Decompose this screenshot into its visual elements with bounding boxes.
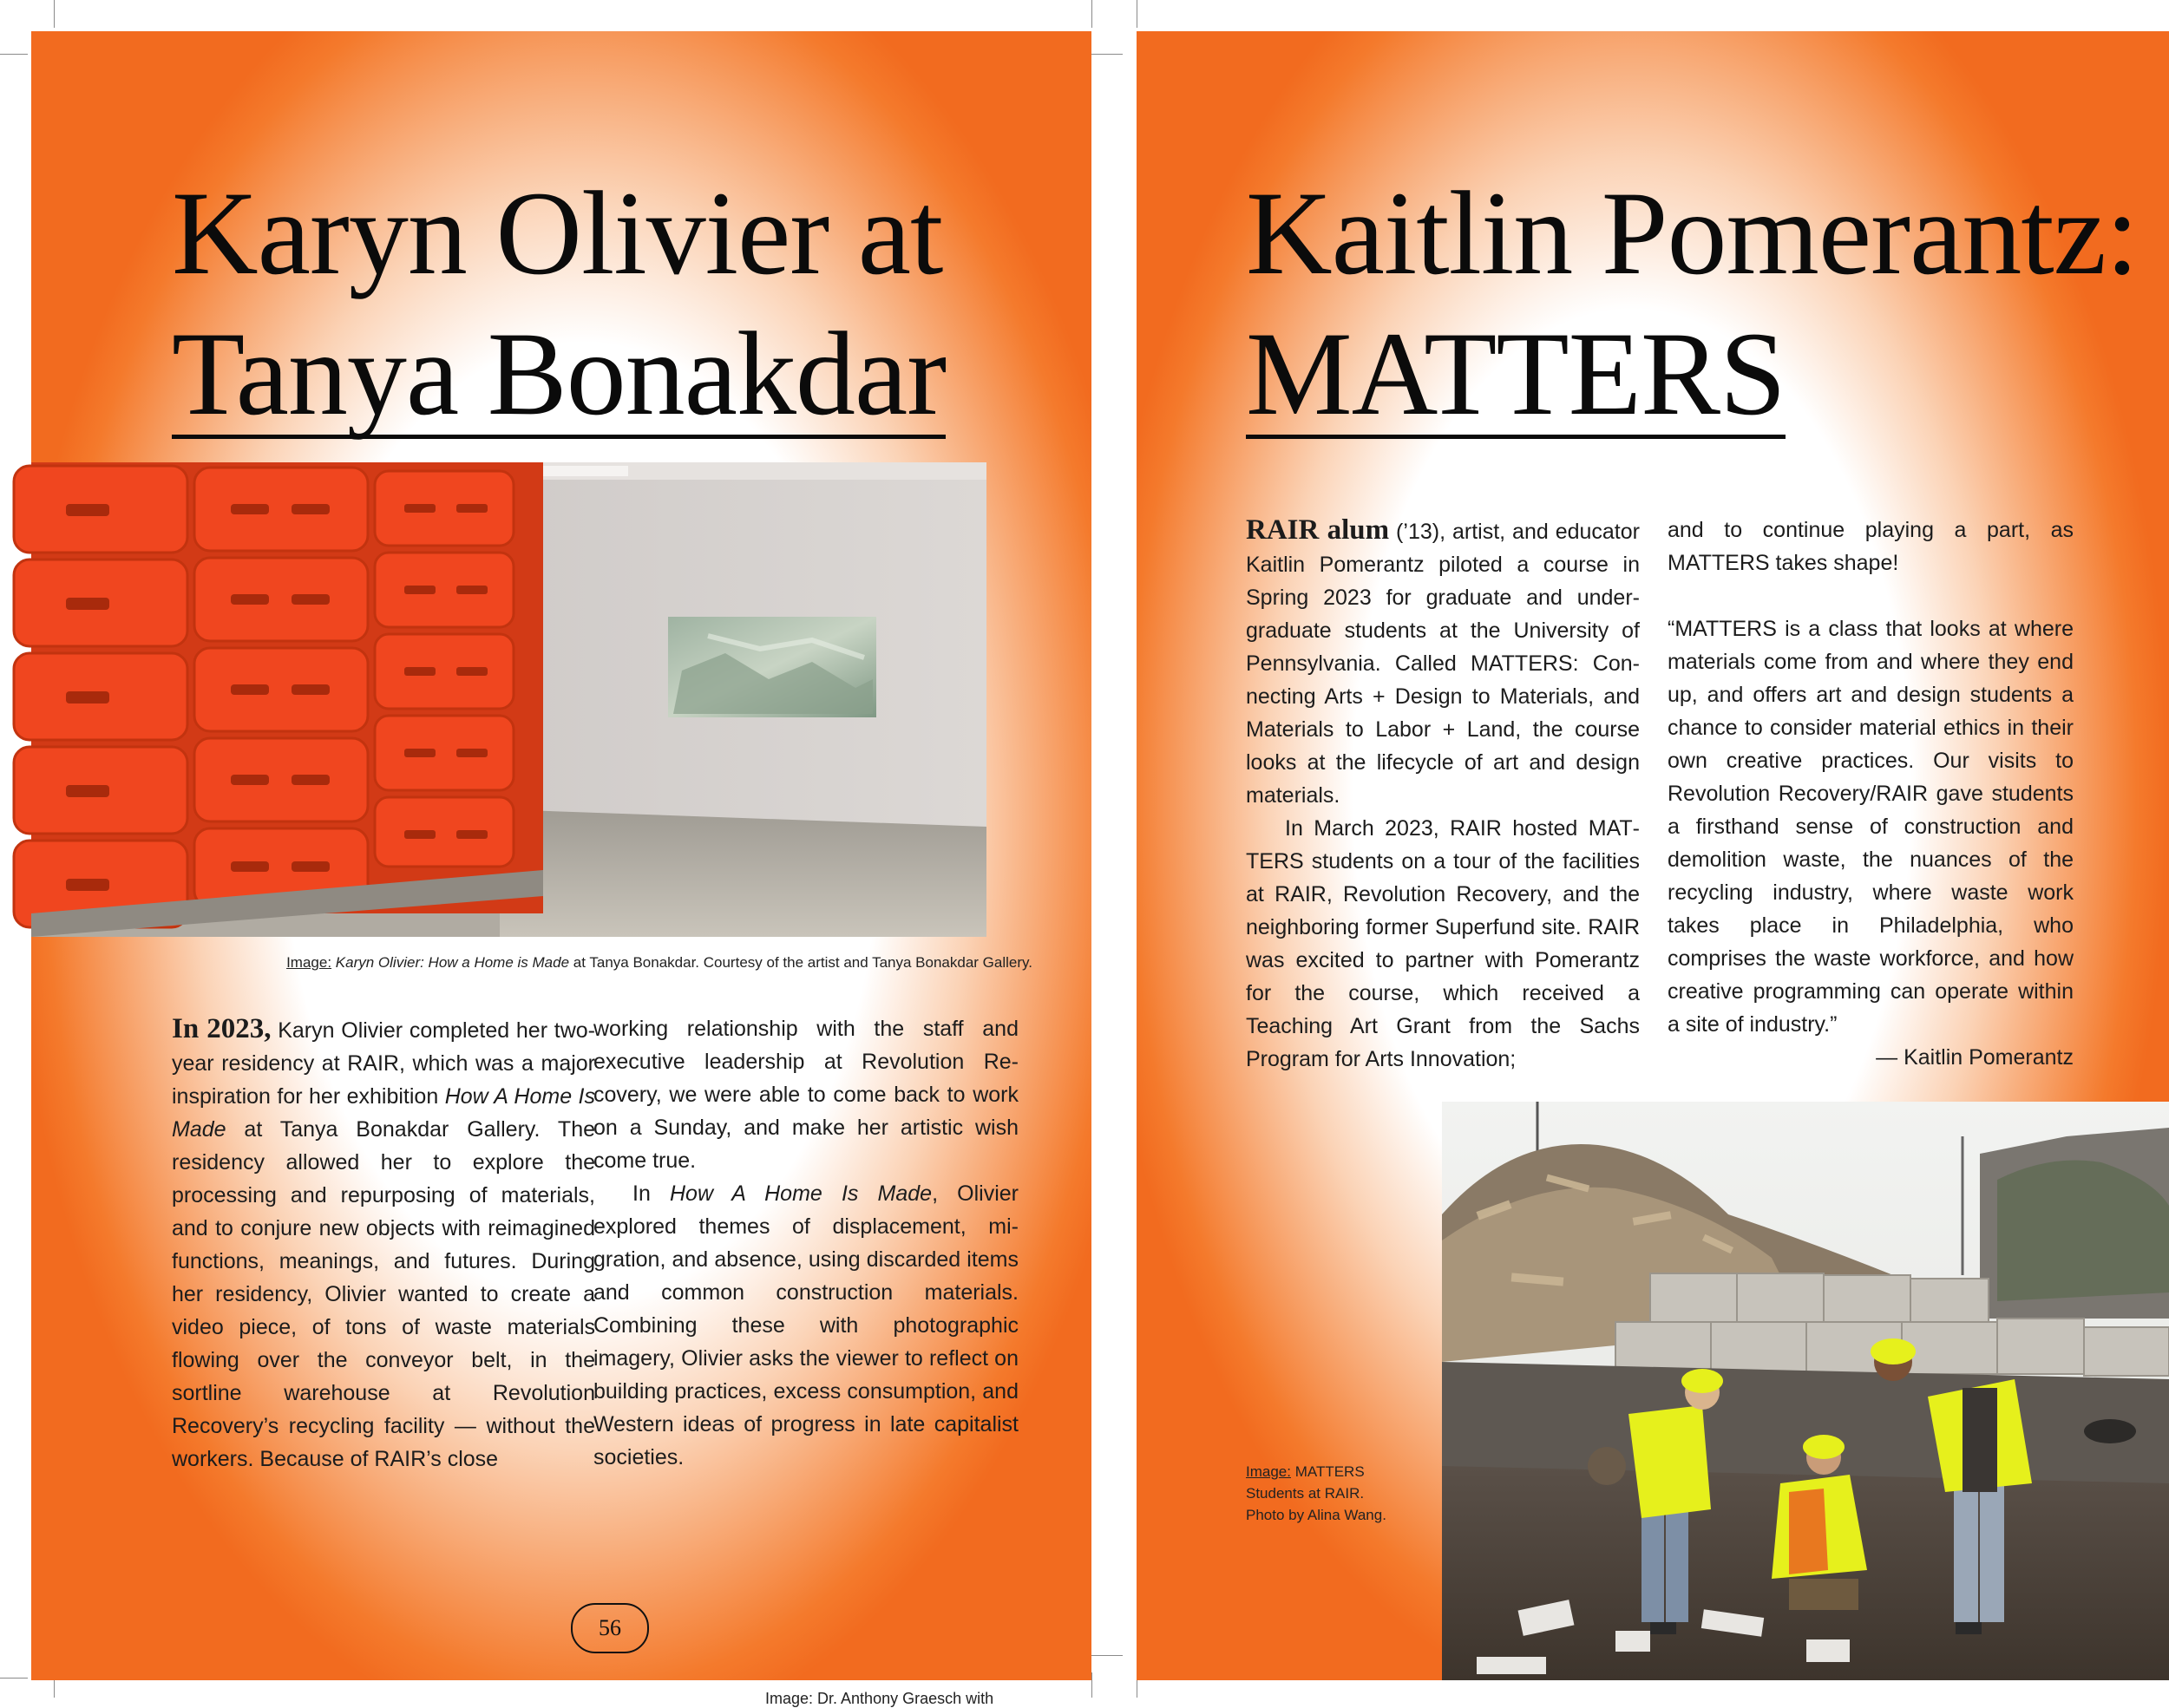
left-column-2 [593,1012,1019,1474]
crop-mark [1086,1655,1123,1656]
right-column-2 [1668,514,2074,1074]
lead-in: RAIR alum [1246,514,1390,546]
body-paragraph: In March 2023, RAIR hosted MATTERS students on a tour of the facilities at RAIR, Revolution Recovery, and the neighboring former Superfund site. RAIR was excited to partner with Pomerantz for the course, which received a Teaching Art Grant from the Sachs Program for Arts Innovation; [1246,816,1640,1071]
left-image-caption [165,952,1032,974]
gallery-installation-photo [31,462,986,937]
caption-artwork-title: Karyn Olivier: How a Home is Made [335,954,570,971]
caption-label: Image: [1246,1463,1291,1480]
lead-in: In 2023, [172,1013,272,1044]
right-title-line-1: Kaitlin Pomerantz: [1246,167,2139,299]
body-paragraph [593,1177,1019,1474]
body-text: (’13), artist, and educator Kaitlin Pomerantz piloted a course in Spring 2023 for graduate and undergraduate students at the University of Pennsylvania. Called MATTERS: Connecting Arts + Design to Materials, and Materials to Labor + Land, the course looks at the lifecycle of art and design materials. [1246,520,1640,808]
left-column-1 [172,1012,595,1476]
body-text: Karyn Olivier completed her two-year residency at RAIR, which was a major inspiration for her exhibition [172,1018,595,1109]
body-text: at Tanya Bonakdar Gallery. The residency allowed her to explore the processing and repurposing of materials, and to conjure new objects with reimagined functions, meanings, and futures. During her residency, Olivier wanted to create a video piece, of tons of waste materials flowing over the conveyor belt, in the sortline warehouse at Revolution Recovery’s recycling facility — without the workers. Because of RAIR’s close [172,1117,595,1471]
caption-label: Image: [286,954,332,971]
right-page [1137,31,2169,1680]
caption-text: Photo by Alina Wang. [1246,1507,1386,1523]
body-paragraph: and to continue playing a part, as MATTERS takes shape! [1668,518,2074,575]
crop-mark [0,54,28,55]
crop-mark [54,0,55,28]
crop-mark [0,1678,28,1679]
exhibition-title: How A Home Is Made [172,1084,595,1142]
left-page-title [172,163,946,444]
body-paragraph: working relationship with the staff and executive leadership at Revolution Recovery, we were able to come back to work on a Sunday, and make her artistic wish come true. [593,1017,1019,1173]
left-title-line-2: Tanya Bonakdar [172,307,947,440]
caption-credit: at Tanya Bonakdar. Courtesy of the artist and Tanya Bonakdar Gallery. [569,954,1032,971]
exhibition-title: How A Home Is Made [670,1181,933,1206]
right-column-1 [1246,514,1640,1076]
caption-text: Students at RAIR. [1246,1485,1365,1502]
caption-text: MATTERS [1290,1463,1365,1480]
right-title-line-2: MATTERS [1246,307,1786,440]
crop-mark [1091,0,1092,28]
right-page-title [1246,163,2138,444]
pull-quote: “MATTERS is a class that looks at where materials come from and where they end up, and offers art and design students a chance to consider material ethics in their own creative practices. Our visits to Revolution Recovery/RAIR gave students a firsthand sense of construction and demolition waste, the nuances of the recycling industry, where waste work takes place in Philadelphia, who comprises the waste workforce, and how creative programming can operate within a site of industry.” [1668,617,2074,1037]
left-page [31,31,1091,1707]
students-at-rair-photo [1442,1102,2169,1680]
overflow-caption: Image: Dr. Anthony Graesch with [765,1690,994,1707]
quote-attribution: — Kaitlin Pomerantz [1876,1045,2074,1070]
page-number: 56 [571,1603,649,1653]
body-text: , Olivier explored themes of displacement, migration, and absence, using discarded items and common construction materials. Combining these with photographic imagery, Olivier asks the viewer to reflect on building practices, excess consumption, and Western ideas of progress in late capitalist societies. [593,1181,1019,1469]
crop-mark [1091,1672,1092,1698]
body-text: In [632,1181,670,1206]
left-title-line-1: Karyn Olivier at [172,167,943,299]
right-image-caption [1246,1461,1419,1526]
crop-mark [1086,54,1123,55]
